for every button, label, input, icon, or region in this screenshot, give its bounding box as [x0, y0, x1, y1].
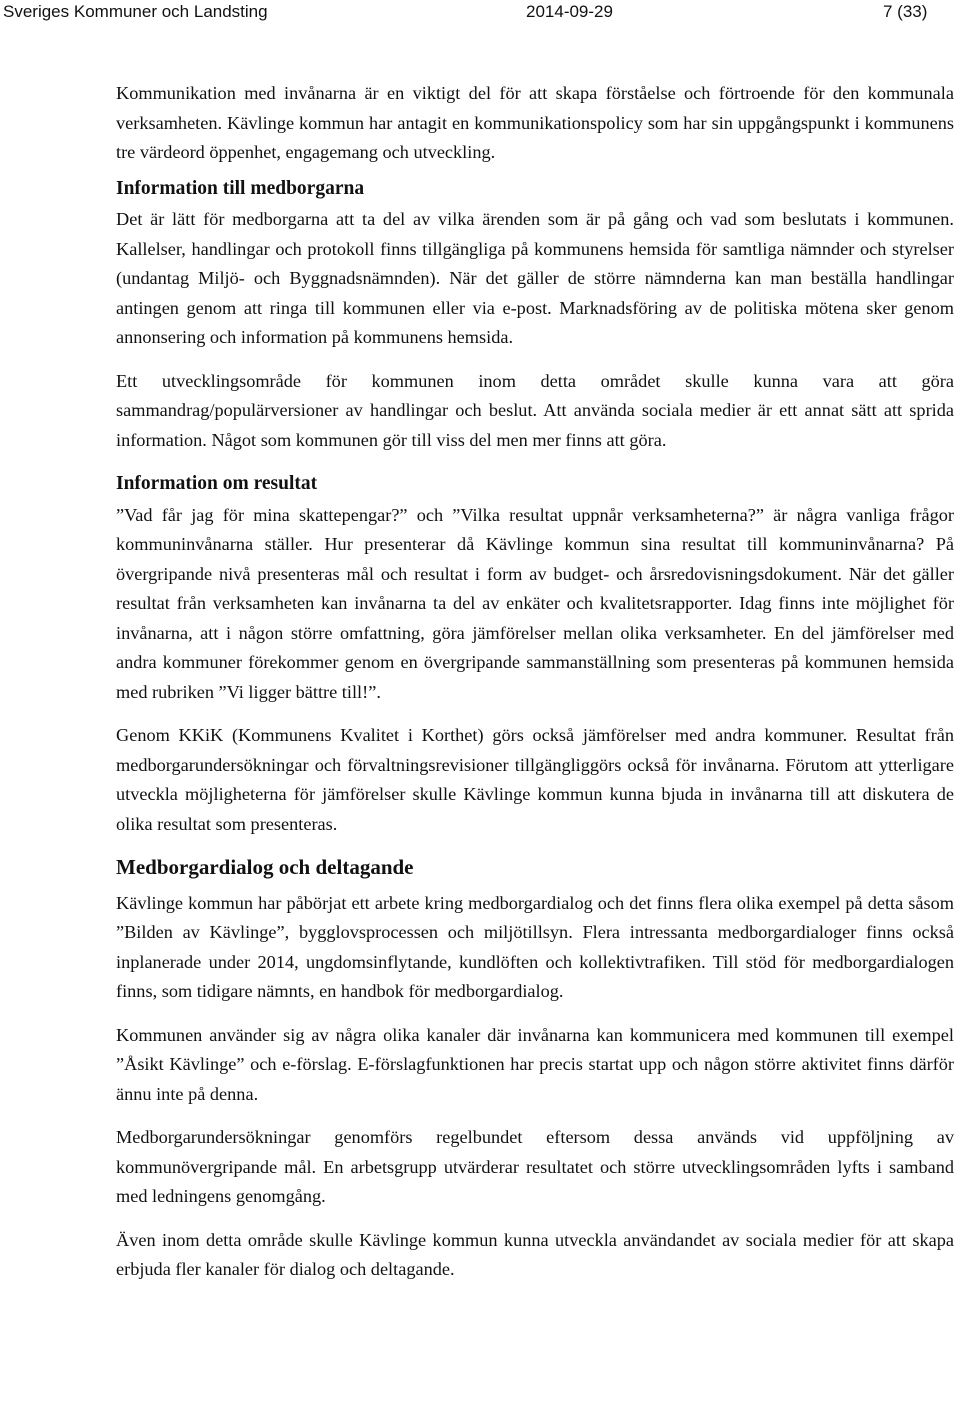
paragraph: Kävlinge kommun har påbörjat ett arbete kring medborgardialog och det finns flera olika exempel på detta såsom ”Bilden av Kävlinge”, bygglovsprocessen och miljötillsyn. Flera intressanta medborgardialoger finns också inplanerade under 2014, ungdomsinflytande, kundlöften och kollektivtrafiken. Till stöd för medborgardialogen finns, som tidigare nämnts, en handbok för medborgardialog.: [116, 892, 954, 1001]
page-header: [0, 0, 960, 24]
header-page-number: 7 (33): [883, 2, 928, 21]
header-date: 2014-09-29: [526, 2, 613, 21]
paragraph: Även inom detta område skulle Kävlinge kommun kunna utveckla användandet av sociala medier för att skapa erbjuda fler kanaler för dialog och deltagande.: [116, 1229, 954, 1279]
header-organization: Sveriges Kommuner och Landsting: [3, 2, 268, 21]
paragraph: Kommunen använder sig av några olika kanaler där invånarna kan kommunicera med kommunen till exempel ”Åsikt Kävlinge” och e-förslag. E-förslagfunktionen har precis startat upp och någon större aktivitet finns därför ännu inte på denna.: [116, 1024, 954, 1104]
document-body: [116, 79, 954, 1285]
section-heading-information-till-medborgarna: Information till medborgarna: [116, 177, 365, 199]
paragraph: Det är lätt för medborgarna att ta del av vilka ärenden som är på gång och vad som beslutats i kommunen. Kallelser, handlingar och protokoll finns tillgängliga på kommunens hemsida för samtliga nämnder och styrelser (undantag Miljö- och Byggnadsnämnden). När det gäller de större nämnderna kan man beställa handlingar antingen genom att ringa till kommunen eller via e-post. Marknadsföring av de politiska mötena sker genom annonsering och information på kommunens hemsida.: [116, 209, 954, 347]
paragraph: Ett utvecklingsområde för kommunen inom detta området skulle kunna vara att göra sammandrag/populärversioner av handlingar och beslut. Att använda sociala medier är ett annat sätt att sprida information. Något som kommunen gör till viss del men mer finns att göra.: [116, 370, 954, 450]
paragraph: Genom KKiK (Kommunens Kvalitet i Korthet) görs också jämförelser med andra kommuner. Resultat från medborgarundersökningar och förvaltningsrevisioner tillgängliggörs också för invånarna. Förutom att ytterligare utveckla möjligheterna för jämförelser skulle Kävlinge kommun kunna bjuda in invånarna till att diskutera de olika resultat som presenteras.: [116, 725, 954, 834]
intro-paragraph: Kommunikation med invånarna är en viktigt del för att skapa förståelse och förtroende för den kommunala verksamheten. Kävlinge kommun har antagit en kommunikationspolicy som har sin uppgångspunkt i kommunens tre värdeord öppenhet, engagemang och utveckling.: [116, 83, 954, 162]
section-heading-medborgardialog: Medborgardialog och deltagande: [116, 855, 414, 879]
paragraph: ”Vad får jag för mina skattepengar?” och ”Vilka resultat uppnår verksamheterna?” är några vanliga frågor kommuninvånarna ställer. Hur presenterar då Kävlinge kommun sina resultat till kommuninvånarna? På övergripande nivå presenteras mål och resultat i form av budget- och årsredovisningsdokument. När det gäller resultat från verksamheten kan invånarna ta del av enkäter och kvalitetsrapporter. Idag finns inte möjlighet för invånarna, att i någon större omfattning, göra jämförelser mellan olika verksamheter. En del jämförelser med andra kommuner förekommer genom en övergripande sammanställning som presenteras på kommunen hemsida med rubriken ”Vi ligger bättre till!”.: [116, 504, 954, 702]
section-heading-information-om-resultat: Information om resultat: [116, 473, 318, 494]
paragraph: Medborgarundersökningar genomförs regelbundet eftersom dessa används vid uppföljning av kommunövergripande mål. En arbetsgrupp utvärderar resultatet och större utvecklingsområden lyfts i samband med ledningens genomgång.: [116, 1127, 954, 1206]
